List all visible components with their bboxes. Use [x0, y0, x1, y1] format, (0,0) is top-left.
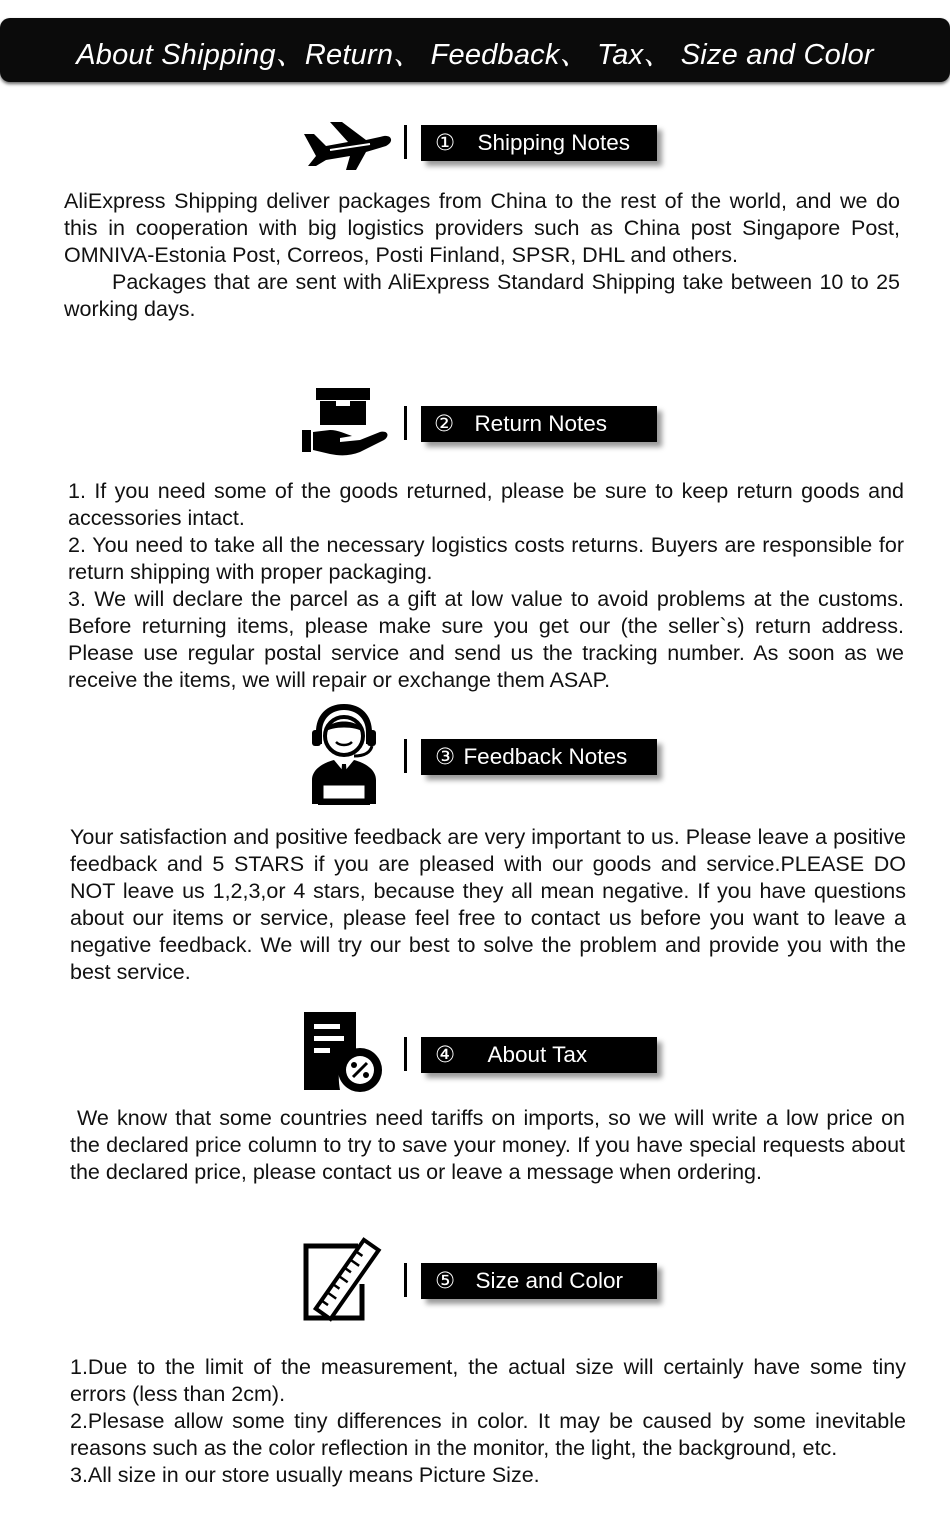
tag-about-tax	[421, 1037, 657, 1073]
tag-shipping-notes	[421, 125, 657, 161]
paragraph: 3.All size in our store usually means Picture Size.	[70, 1463, 540, 1487]
customer-service-agent-icon	[306, 700, 382, 808]
paragraph: 2. You need to take all the necessary logistics costs returns. Buyers are responsible for return shipping with proper packaging.	[68, 533, 904, 584]
section-divider	[404, 739, 407, 773]
section-divider	[404, 125, 407, 159]
tag-number: ⑤	[435, 1268, 456, 1293]
tag-label: About Tax	[487, 1042, 588, 1067]
return-text	[68, 478, 904, 694]
paragraph: Your satisfaction and positive feedback are very important to us. Please leave a positive feedback and 5 STARS if you are pleased with our goods and service.PLEASE DO NOT leave us 1,2,3,or 4 stars, because they all mean negative. If you have questions about our items or service, please feel free to contact us before you want to leave a negative feedback. We will try our best to solve the problem and provide you with the best service.	[70, 825, 906, 984]
tag-feedback-notes	[421, 739, 657, 775]
box-in-hand-icon	[300, 386, 390, 458]
header-banner	[0, 18, 950, 82]
tag-return-notes	[421, 406, 657, 442]
tax-document-icon	[302, 1010, 386, 1092]
shipping-text	[64, 188, 900, 323]
banner-title: About Shipping、Return、 Feedback、 Tax、 Size and Color	[76, 39, 874, 71]
tag-size-and-color	[421, 1263, 657, 1299]
tag-label: Feedback Notes	[463, 744, 628, 769]
paragraph: AliExpress Shipping deliver packages from China to the rest of the world, and we do this in cooperation with big logistics providers such as China post Singapore Post, OMNIVA-Estonia Post, Correos, Posti Finland, SPSR, DHL and others.	[64, 189, 900, 267]
tag-number: ③	[435, 744, 456, 769]
section-divider	[404, 1263, 407, 1297]
paragraph: 2.Plesase allow some tiny differences in color. It may be caused by some inevitable reasons such as the color reflection in the monitor, the light, the background, etc.	[70, 1409, 906, 1460]
tax-text	[70, 1105, 905, 1186]
tag-number: ②	[434, 411, 455, 436]
feedback-text	[70, 824, 906, 986]
tag-label: Return Notes	[474, 411, 607, 436]
size-color-text	[70, 1354, 906, 1489]
airplane-icon	[300, 120, 392, 172]
ruler-sheet-icon	[300, 1234, 394, 1322]
tag-label: Size and Color	[475, 1268, 624, 1293]
paragraph: Packages that are sent with AliExpress Standard Shipping take between 10 to 25 working days.	[64, 270, 900, 321]
tag-number: ④	[435, 1042, 456, 1067]
paragraph: We know that some countries need tariffs on imports, so we will write a low price on the declared price column to try to save your money. If you have special requests about the declared price, please contact us or leave a message when ordering.	[70, 1106, 905, 1184]
tag-number: ①	[435, 130, 456, 155]
paragraph: 1.Due to the limit of the measurement, the actual size will certainly have some tiny errors (less than 2cm).	[70, 1355, 906, 1406]
paragraph: 1. If you need some of the goods returned, please be sure to keep return goods and accessories intact.	[68, 479, 904, 530]
section-divider	[404, 406, 407, 440]
tag-label: Shipping Notes	[477, 130, 631, 155]
section-divider	[404, 1037, 407, 1071]
paragraph: 3. We will declare the parcel as a gift at low value to avoid problems at the customs. Before returning items, please make sure you get our (the seller`s) return address. Please use regular postal service and send us the tracking number. As soon as we receive the items, we will repair or exchange them ASAP.	[68, 587, 904, 692]
